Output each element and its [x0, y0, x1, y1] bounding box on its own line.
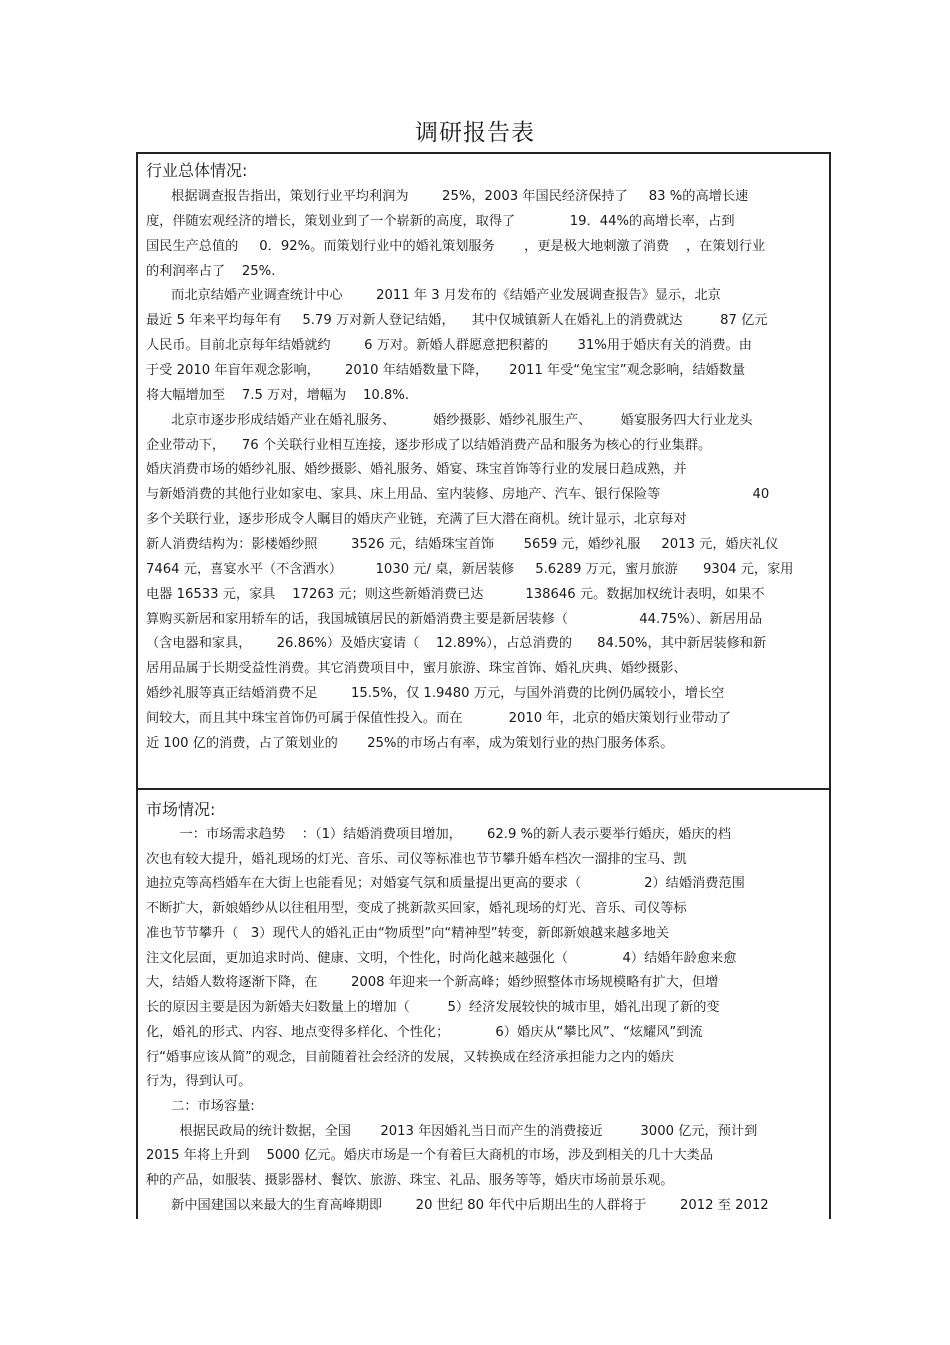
- paragraph-line: 迪拉克等高档婚车在大街上也能看见；对婚宴气氛和质量提出更高的要求（ 2）结婚消费范围: [146, 876, 745, 892]
- paragraph-line: 新中国建国以来最大的生育高峰期即 20 世纪 80 年代中后期出生的人群将于 2012 至 2012: [146, 1197, 769, 1213]
- paragraph-line: （含电器和家具， 26.86%）及婚庆宴请（ 12.89%），占总消费的 84.50%，其中新居装修和新: [146, 636, 767, 652]
- paragraph-line: 电器 16533 元，家具 17263 元；则这些新婚消费已达 138646 元。数据加权统计表明，如果不: [146, 586, 765, 602]
- paragraph-line: 国民生产总值的 0．92%。而策划行业中的婚礼策划服务 ，更是极大地刺激了消费 ，在策划行业: [146, 238, 766, 254]
- paragraph-line: 次也有较大提升，婚礼现场的灯光、音乐、司仪等标准也节节攀升婚车档次一溜排的宝马、凯: [146, 851, 687, 867]
- paragraph-line: 根据调查报告指出，策划行业平均利润为 25%，2003 年国民经济保持了 83 %的高增长速: [146, 189, 749, 204]
- paragraph-line: 婚庆消费市场的婚纱礼服、婚纱摄影、婚礼服务、婚宴、珠宝首饰等行业的发展日趋成熟，并: [146, 462, 687, 478]
- paragraph-line: 7464 元，喜宴水平（不含酒水） 1030 元/ 桌，新居装修 5.6289 万元，蜜月旅游 9304 元，家用: [146, 561, 794, 577]
- section-heading-industry: 行业总体情况:: [146, 161, 248, 180]
- section-divider: [138, 788, 829, 790]
- paragraph-line: 化，婚礼的形式、内容、地点变得多样化、个性化； 6）婚庆从“攀比风”、“炫耀风”到流: [146, 1024, 703, 1040]
- paragraph-line: 一：市场需求趋势 ：（1）结婚消费项目增加， 62.9 %的新人表示要举行婚庆，婚庆的档: [146, 827, 731, 842]
- paragraph-line: 种的产品，如服装、摄影器材、餐饮、旅游、珠宝、礼品、服务等等，婚庆市场前景乐观。: [146, 1173, 674, 1189]
- paragraph-line: 北京市逐步形成结婚产业在婚礼服务、 婚纱摄影、婚纱礼服生产、 婚宴服务四大行业龙头: [146, 412, 753, 428]
- paragraph-line: 而北京结婚产业调查统计中心 2011 年 3 月发布的《结婚产业发展调查报告》显示，北京: [146, 288, 721, 304]
- paragraph-line: 行为，得到认可。: [146, 1074, 252, 1090]
- paragraph-line: 的利润率占了 25%.: [146, 263, 276, 279]
- paragraph-line: 居用品属于长期受益性消费。其它消费项目中，蜜月旅游、珠宝首饰、婚礼庆典、婚纱摄影、: [146, 661, 687, 677]
- paragraph-line: 人民币。目前北京每年结婚就约 6 万对。新婚人群愿意把积蓄的 31%用于婚庆有关的消费。由: [146, 338, 752, 354]
- paragraph-line: 与新婚消费的其他行业如家电、家具、床上用品、室内装修、房地产、汽车、银行保险等 40: [146, 487, 770, 503]
- paragraph-line: 最近 5 年来平均每年有 5.79 万对新人登记结婚， 其中仅城镇新人在婚礼上的消费就达 87 亿元: [146, 313, 768, 329]
- paragraph-line: 婚纱礼服等真正结婚消费不足 15.5%，仅 1.9480 万元，与国外消费的比例仍属较小，增长空: [146, 686, 725, 702]
- paragraph-line: 企业带动下， 76 个关联行业相互连接，逐步形成了以结婚消费产品和服务为核心的行业集群。: [146, 437, 712, 453]
- paragraph-line: 于受 2010 年盲年观念影响， 2010 年结婚数量下降， 2011 年受“兔宝宝”观念影响，结婚数量: [146, 363, 746, 379]
- paragraph-line: 准也节节攀升（ 3）现代人的婚礼正由“物质型”向“精神型”转变，新郎新娘越来越多地关: [146, 925, 670, 941]
- paragraph-line: 多个关联行业，逐步形成令人瞩目的婚庆产业链，充满了巨大潜在商机。统计显示，北京每对: [146, 512, 687, 528]
- paragraph-line: 算购买新居和家用轿车的话，我国城镇居民的新婚消费主要是新居装修（ 44.75%）、新居用品: [146, 611, 763, 627]
- paragraph-line: 不断扩大，新娘婚纱从以往租用型，变成了挑新款买回家，婚礼现场的灯光、音乐、司仪等标: [146, 901, 687, 917]
- paragraph-line: 长的原因主要是因为新婚夫妇数量上的增加（ 5）经济发展较快的城市里，婚礼出现了新的变: [146, 1000, 720, 1016]
- paragraph-line: 二：市场容量:: [146, 1099, 255, 1115]
- paragraph-line: 大，结婚人数将逐渐下降，在 2008 年迎来一个新高峰；婚纱照整体市场规模略有扩大，但增: [146, 975, 719, 991]
- report-table: [136, 152, 831, 1219]
- paragraph-line: 度，伴随宏观经济的增长，策划业到了一个崭新的高度，取得了 19．44%的高增长率，占到: [146, 213, 735, 229]
- section-heading-market: 市场情况:: [146, 800, 216, 819]
- paragraph-line: 近 100 亿的消费，占了策划业的 25%的市场占有率，成为策划行业的热门服务体系。: [146, 735, 674, 751]
- page-title: 调研报告表: [415, 120, 535, 146]
- paragraph-line: 新人消费结构为：影楼婚纱照 3526 元，结婚珠宝首饰 5659 元，婚纱礼服 2013 元，婚庆礼仪: [146, 537, 779, 553]
- paragraph-line: 根据民政局的统计数据，全国 2013 年因婚礼当日而产生的消费接近 3000 亿元，预计到: [146, 1123, 758, 1139]
- paragraph-line: 注文化层面，更加追求时尚、健康、文明，个性化，时尚化越来越强化（ 4）结婚年龄愈来愈: [146, 950, 737, 966]
- paragraph-line: 将大幅增加至 7.5 万对，增幅为 10.8%.: [146, 387, 410, 403]
- paragraph-line: 2015 年将上升到 5000 亿元。婚庆市场是一个有着巨大商机的市场，涉及到相关的几十大类品: [146, 1148, 714, 1164]
- paragraph-line: 行“婚事应该从简”的观念，目前随着社会经济的发展，又转换成在经济承担能力之内的婚庆: [146, 1049, 674, 1065]
- paragraph-line: 间较大，而且其中珠宝首饰仍可属于保值性投入。而在 2010 年，北京的婚庆策划行业带动了: [146, 711, 731, 727]
